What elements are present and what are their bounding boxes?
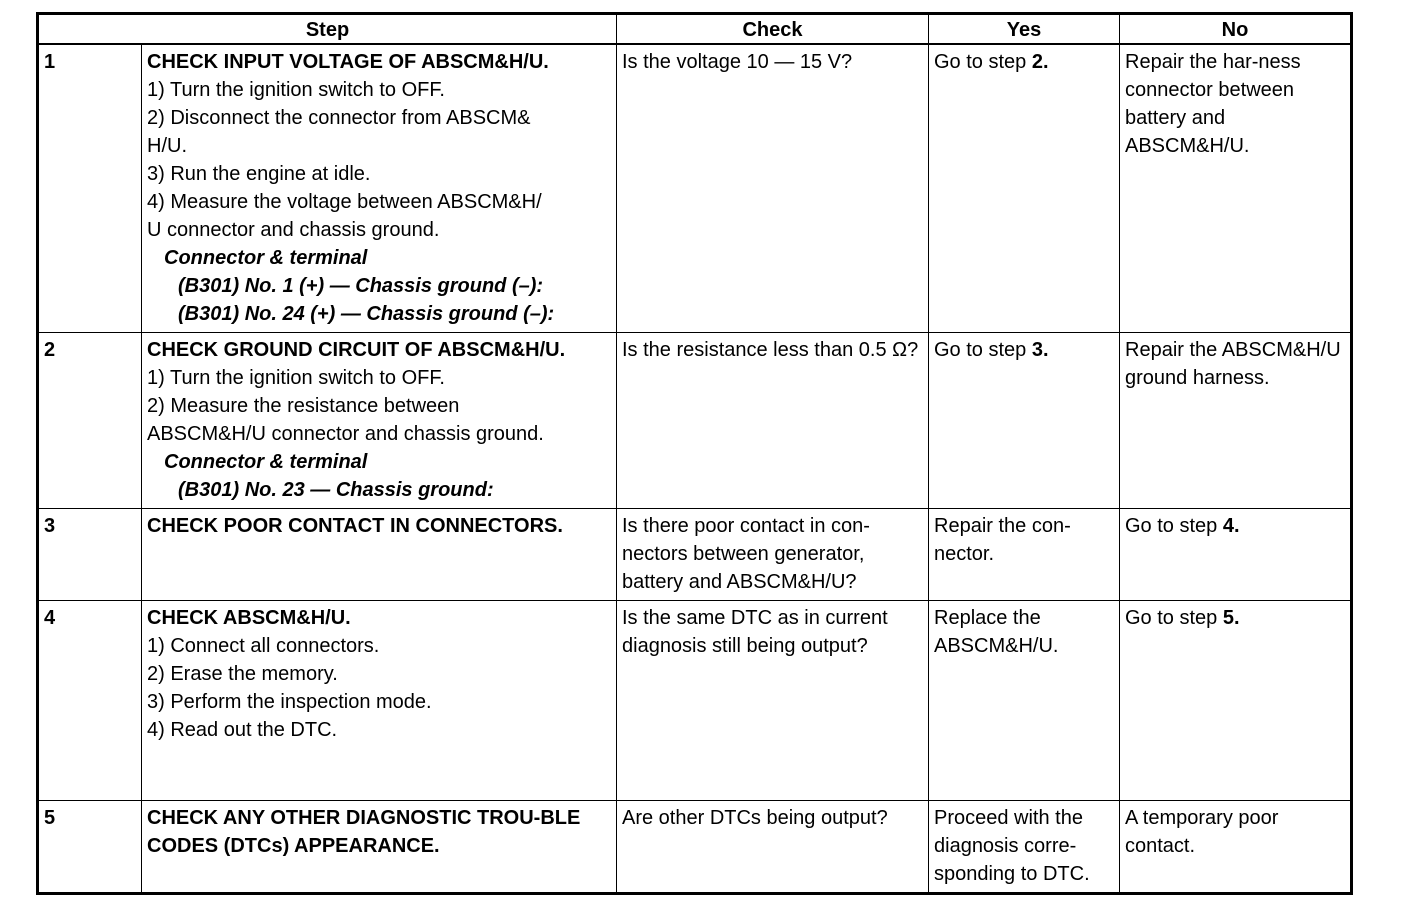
step-line: 2) Disconnect the connector from ABSCM& <box>147 107 531 129</box>
step-description <box>142 333 617 509</box>
no-cell: Repair the ABSCM&H/U ground harness. <box>1120 333 1352 509</box>
terminal-spec: (B301) No. 24 (+) — Chassis ground (–): <box>178 303 555 325</box>
step-description <box>142 601 617 801</box>
connector-label: Connector & terminal <box>164 451 368 473</box>
yes-step-ref: 2. <box>1031 51 1049 73</box>
step-title: CHECK ANY OTHER DIAGNOSTIC TROU-BLE CODES (DTCs) APPEARANCE. <box>147 807 581 857</box>
step-line: 1) Turn the ignition switch to OFF. <box>147 367 445 389</box>
step-line: 1) Connect all connectors. <box>147 635 380 657</box>
no-text: Go to step <box>1125 607 1223 629</box>
yes-text: Go to step <box>934 51 1032 73</box>
yes-cell: Replace the ABSCM&H/U. <box>929 601 1120 801</box>
step-line: 3) Run the engine at idle. <box>147 163 371 185</box>
check-cell: Is there poor contact in con-nectors between generator, battery and ABSCM&H/U? <box>617 509 929 601</box>
step-line: 3) Perform the inspection mode. <box>147 691 432 713</box>
header-step: Step <box>38 14 617 45</box>
table-row <box>38 801 1352 894</box>
yes-cell: Proceed with the diagnosis corre-sponding to DTC. <box>929 801 1120 894</box>
no-step-ref: 4. <box>1222 515 1240 537</box>
header-check: Check <box>617 14 929 45</box>
no-cell: Repair the har-ness connector between battery and ABSCM&H/U. <box>1120 44 1352 333</box>
step-title: CHECK ABSCM&H/U. <box>147 607 351 629</box>
step-number: 1 <box>38 44 142 333</box>
step-line: 2) Erase the memory. <box>147 663 338 685</box>
table-row <box>38 44 1352 333</box>
step-description <box>142 801 617 894</box>
no-cell <box>1120 509 1352 601</box>
terminal-spec: (B301) No. 23 — Chassis ground: <box>178 479 494 501</box>
no-cell <box>1120 601 1352 801</box>
step-title: CHECK GROUND CIRCUIT OF ABSCM&H/U. <box>147 339 566 361</box>
table-row <box>38 509 1352 601</box>
yes-text: Go to step <box>934 339 1032 361</box>
terminal-spec: (B301) No. 1 (+) — Chassis ground (–): <box>178 275 544 297</box>
step-description <box>142 509 617 601</box>
check-cell: Are other DTCs being output? <box>617 801 929 894</box>
step-line: U connector and chassis ground. <box>147 219 440 241</box>
yes-cell <box>929 333 1120 509</box>
step-title: CHECK INPUT VOLTAGE OF ABSCM&H/U. <box>147 51 549 73</box>
step-line: H/U. <box>147 135 187 157</box>
step-line: ABSCM&H/U connector and chassis ground. <box>147 423 544 445</box>
step-title: CHECK POOR CONTACT IN CONNECTORS. <box>147 515 563 537</box>
no-cell: A temporary poor contact. <box>1120 801 1352 894</box>
check-cell: Is the resistance less than 0.5 Ω? <box>617 333 929 509</box>
header-yes: Yes <box>929 14 1120 45</box>
step-number: 3 <box>38 509 142 601</box>
yes-cell: Repair the con-nector. <box>929 509 1120 601</box>
table-row <box>38 601 1352 801</box>
step-line: 4) Read out the DTC. <box>147 719 338 741</box>
table-row <box>38 333 1352 509</box>
diagnostic-table <box>36 12 1353 895</box>
header-row <box>38 14 1352 45</box>
header-no: No <box>1120 14 1352 45</box>
step-line: 4) Measure the voltage between ABSCM&H/ <box>147 191 542 213</box>
yes-cell <box>929 44 1120 333</box>
step-description <box>142 44 617 333</box>
step-number: 2 <box>38 333 142 509</box>
step-line: 2) Measure the resistance between <box>147 395 460 417</box>
step-number: 5 <box>38 801 142 894</box>
check-cell: Is the same DTC as in current diagnosis still being output? <box>617 601 929 801</box>
step-line: 1) Turn the ignition switch to OFF. <box>147 79 445 101</box>
yes-step-ref: 3. <box>1031 339 1049 361</box>
connector-label: Connector & terminal <box>164 247 368 269</box>
no-step-ref: 5. <box>1222 607 1240 629</box>
check-cell: Is the voltage 10 — 15 V? <box>617 44 929 333</box>
step-number: 4 <box>38 601 142 801</box>
no-text: Go to step <box>1125 515 1223 537</box>
